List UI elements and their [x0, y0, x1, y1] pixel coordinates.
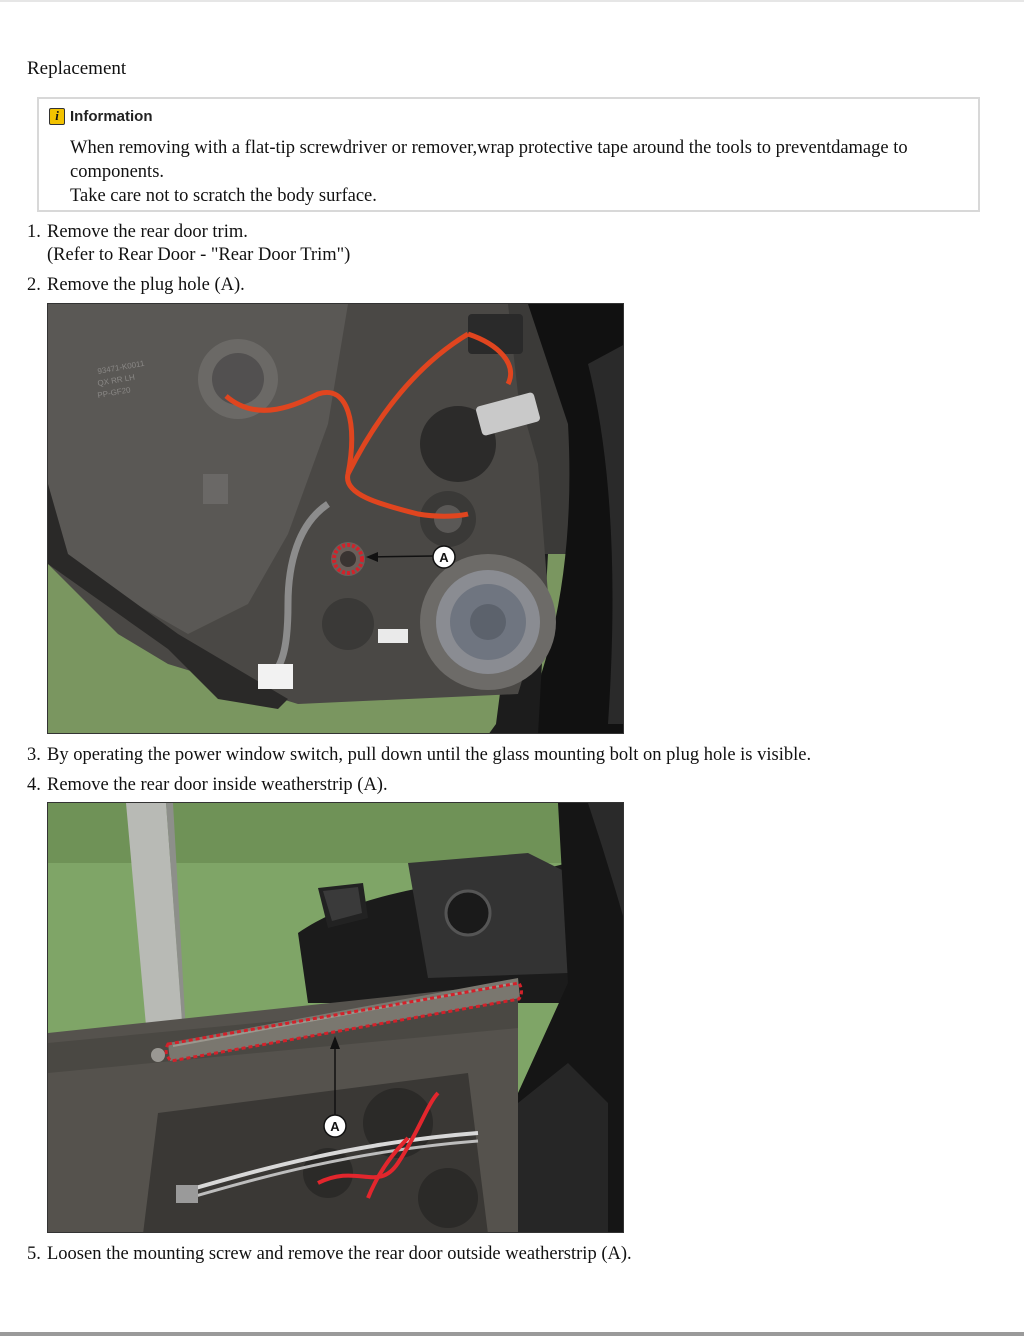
step-number: 5. [27, 1244, 41, 1264]
information-line-2: Take care not to scratch the body surface. [70, 186, 377, 206]
step-5 [27, 1243, 632, 1266]
panel-text-line-3: PP-GF20 [96, 385, 132, 400]
information-header [49, 108, 153, 125]
step-1-reference: (Refer to Rear Door - "Rear Door Trim") [47, 245, 351, 265]
information-box [37, 97, 980, 212]
information-line-1: When removing with a flat-tip screwdriver or remover,wrap protective tape around the tools to preventdamage to components. [70, 138, 908, 182]
section-heading: Replacement [27, 58, 127, 79]
step-number: 3. [27, 745, 41, 765]
step-1 [27, 221, 248, 244]
step-3 [27, 744, 811, 767]
figure-inside-weatherstrip [47, 802, 624, 1233]
step-text: Remove the rear door inside weatherstrip (A). [47, 775, 388, 795]
door-panel-illustration [48, 304, 624, 734]
panel-text-line-1: 93471-K0011 [96, 358, 146, 376]
step-number: 2. [27, 275, 41, 295]
figure-plug-hole [47, 303, 624, 734]
step-text: By operating the power window switch, pull down until the glass mounting bolt on plug hole is visible. [47, 745, 812, 765]
step-2 [27, 274, 245, 297]
callout-label-a: A [330, 1119, 340, 1134]
panel-text-line-2: QX RR LH [96, 372, 136, 388]
step-text: Remove the rear door trim. [47, 222, 248, 242]
step-number: 4. [27, 775, 41, 795]
information-title: Information [70, 108, 153, 125]
callout-label-a: A [439, 550, 449, 565]
bottom-rule [0, 1332, 1024, 1336]
step-text: Remove the plug hole (A). [47, 275, 245, 295]
step-number: 1. [27, 222, 41, 242]
step-4 [27, 774, 388, 797]
information-text [70, 136, 975, 208]
door-weatherstrip-illustration [48, 803, 624, 1233]
top-rule [0, 0, 1024, 2]
information-icon: i [49, 108, 65, 125]
step-text: Loosen the mounting screw and remove the rear door outside weatherstrip (A). [47, 1244, 632, 1264]
